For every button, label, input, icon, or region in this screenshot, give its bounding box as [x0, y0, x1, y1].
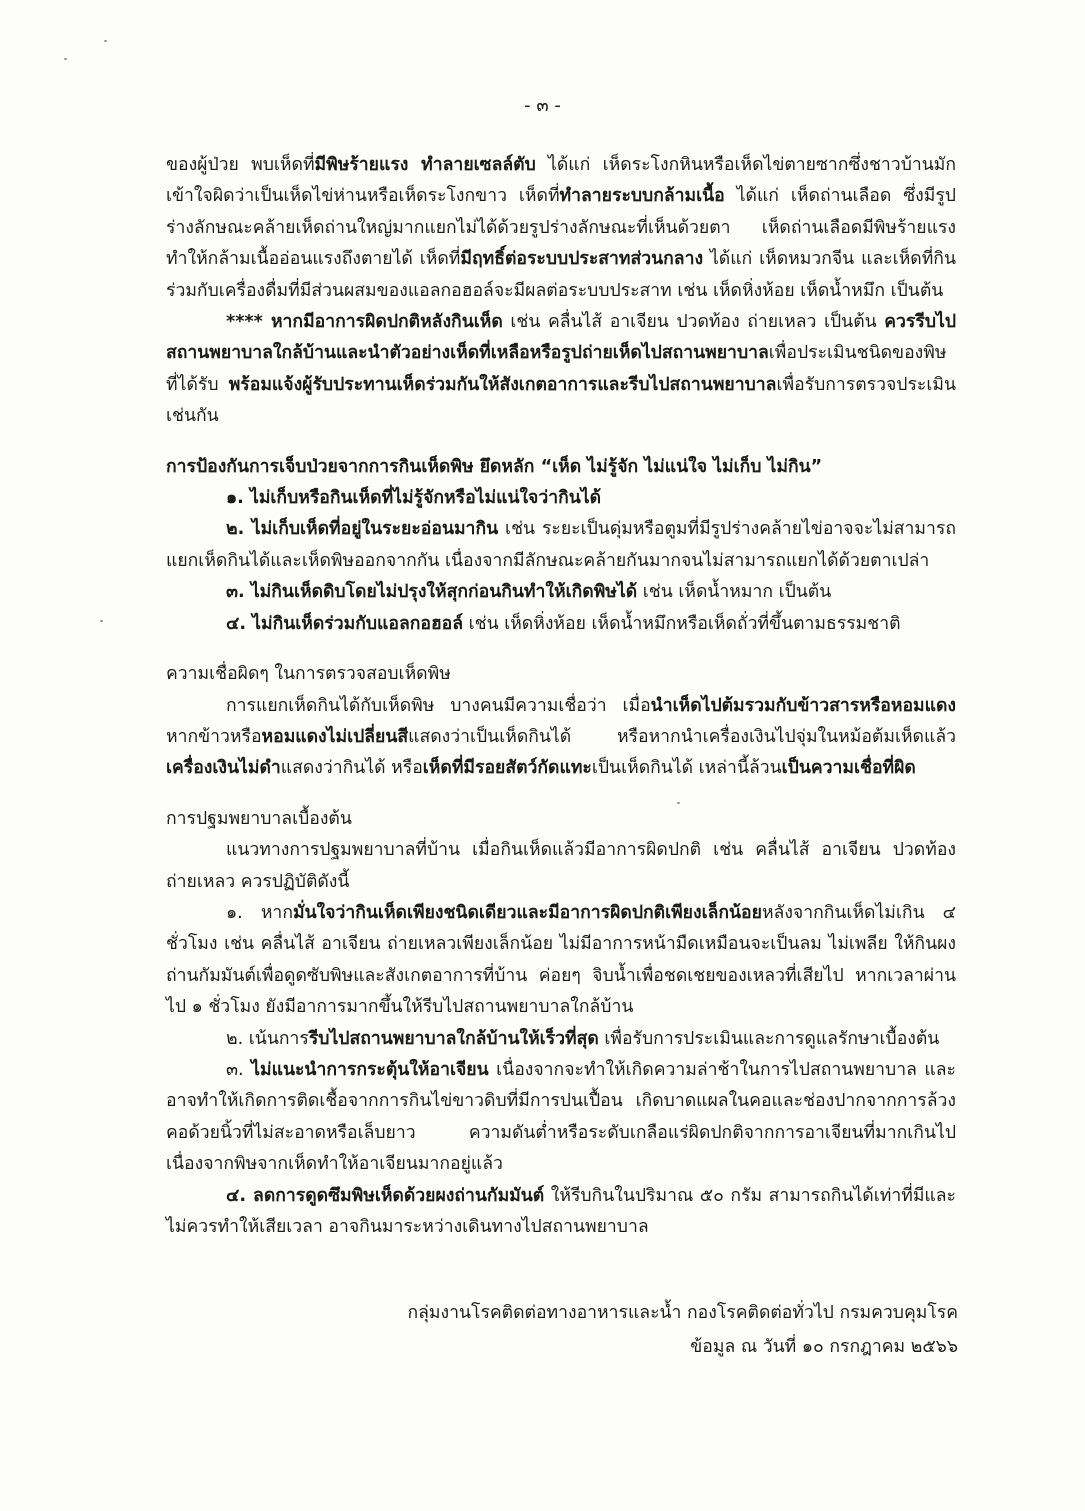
scan-speck	[104, 40, 107, 42]
scan-speck	[100, 620, 103, 622]
prevention-heading: การป้องกันการเจ็บป่วยจากการกินเห็ดพิษ ยึดหลัก “เห็ด ไม่รู้จัก ไม่แน่ใจ ไม่เก็บ ไม่กิน”	[166, 456, 823, 477]
intro-paragraph: ของผู้ป่วย พบเห็ดที่มีพิษร้ายแรง ทำลายเซลล์ตับ ได้แก่ เห็ดระโงกหินหรือเห็ดไข่ตายซากซึ่งชาวบ้านมักเข้าใจผิดว่าเป็นเห็ดไข่ห่านหรือเห็ดระโงกขาว เห็ดที่ทำลายระบบกล้ามเนื้อ ได้แก่ เห็ดถ่านเลือด ซึ่งมีรูปร่างลักษณะคล้ายเห็ดถ่านใหญ่มากแยกไม่ได้ด้วยรูปร่างลักษณะที่เห็นด้วยตา เห็ดถ่านเลือดมีพิษร้ายแรงทำให้กล้ามเนื้ออ่อนแรงถึงตายได้ เห็ดที่มีฤทธิ์ต่อระบบประสาทส่วนกลาง ได้แก่ เห็ดหมวกจีน และเห็ดที่กินร่วมกับเครื่องดื่มที่มีส่วนผสมของแอลกอฮอล์จะมีผลต่อระบบประสาท เช่น เห็ดหิ่งห้อย เห็ดน้ำหมึก เป็นต้น	[166, 155, 957, 301]
footer-date: ข้อมูล ณ วันที่ ๑๐ กรกฎาคม ๒๕๖๖	[690, 1337, 958, 1357]
page-number: - ๓ -	[524, 95, 561, 116]
prevention-item: ๑. ไม่เก็บหรือกินเห็ดที่ไม่รู้จักหรือไม่แน่ใจว่ากินได้	[226, 488, 602, 509]
prevention-item: ๒. ไม่เก็บเห็ดที่อยู่ในระยะอ่อนมากิน เช่น ระยะเป็นดุ่มหรือตูมที่มีรูปร่างคล้ายไข่อาจจะไม่สามารถแยกเห็ดกินได้และเห็ดพิษออกจากกัน เนื่องจากมีลักษณะคล้ายกันมากจนไม่สามารถแยกได้ด้วยตาเปล่า	[166, 519, 956, 571]
scan-speck	[64, 58, 67, 60]
first-aid-item: ๑. หากมั่นใจว่ากินเห็ดเพียงชนิดเดียวและมีอาการผิดปกติเพียงเล็กน้อยหลังจากกินเห็ดไม่เกิน ๔ ชั่วโมง เช่น คลื่นไส้ อาเจียน ถ่ายเหลวเพียงเล็กน้อย ไม่มีอาการหน้ามืดเหมือนจะเป็นลม ไม่เพลีย ให้กินผงถ่านกัมมันต์เพื่อดูดซับพิษและสังเกตอาการที่บ้าน ค่อยๆ จิบน้ำเพื่อชดเชยของเหลวที่เสียไป หากเวลาผ่านไป ๑ ชั่วโมง ยังมีอาการมากขึ้นให้รีบไปสถานพยาบาลใกล้บ้าน	[166, 902, 956, 1018]
warning-paragraph: **** หากมีอาการผิดปกติหลังกินเห็ด เช่น คลื่นไส้ อาเจียน ปวดท้อง ถ่ายเหลว เป็นต้น ควรรีบไปสถานพยาบาลใกล้บ้านและนำตัวอย่างเห็ดที่เหลือหรือรูปถ่ายเห็ดไปสถานพยาบาลเพื่อประเมินชนิดของพิษที่ได้รับ พร้อมแจ้งผู้รับประทานเห็ดร่วมกันให้สังเกตอาการและรีบไปสถานพยาบาลเพื่อรับการตรวจประเมินเช่นกัน	[166, 312, 956, 427]
first-aid-intro: แนวทางการปฐมพยาบาลที่บ้าน เมื่อกินเห็ดแล้วมีอาการผิดปกติ เช่น คลื่นไส้ อาเจียน ปวดท้อง ถ่ายเหลว ควรปฏิบัติดังนี้	[166, 840, 956, 892]
misbelief-paragraph: การแยกเห็ดกินได้กับเห็ดพิษ บางคนมีความเชื่อว่า เมื่อนำเห็ดไปต้มรวมกับข้าวสารหรือหอมแดง หากข้าวหรือหอมแดงไม่เปลี่ยนสีแสดงว่าเป็นเห็ดกินได้ หรือหากนำเครื่องเงินไปจุ่มในหม้อต้มเห็ดแล้ว เครื่องเงินไม่ดำแสดงว่ากินได้ หรือเห็ดที่มีรอยสัตว์กัดแทะเป็นเห็ดกินได้ เหล่านี้ล้วนเป็นความเชื่อที่ผิด	[166, 695, 956, 779]
first-aid-heading: การปฐมพยาบาลเบื้องต้น	[166, 808, 352, 829]
footer	[407, 1296, 958, 1364]
document-body	[166, 150, 956, 1243]
misbelief-heading: ความเชื่อผิดๆ ในการตรวจสอบเห็ดพิษ	[166, 664, 451, 685]
prevention-item: ๓. ไม่กินเห็ดดิบโดยไม่ปรุงให้สุกก่อนกินทำให้เกิดพิษได้ เช่น เห็ดน้ำหมาก เป็นต้น	[226, 582, 832, 603]
footer-organization: กลุ่มงานโรคติดต่อทางอาหารและน้ำ กองโรคติดต่อทั่วไป กรมควบคุมโรค	[407, 1303, 958, 1323]
prevention-item: ๔. ไม่กินเห็ดร่วมกับแอลกอฮอล์ เช่น เห็ดหิ่งห้อย เห็ดน้ำหมึกหรือเห็ดถั่วที่ขึ้นตามธรรมชาติ	[226, 613, 901, 634]
first-aid-item: ๔. ลดการดูดซึมพิษเห็ดด้วยผงถ่านกัมมันต์ ให้รีบกินในปริมาณ ๕๐ กรัม สามารถกินได้เท่าที่มีและไม่ควรทำให้เสียเวลา อาจกินมาระหว่างเดินทางไปสถานพยาบาล	[166, 1185, 956, 1237]
first-aid-item: ๒. เน้นการรีบไปสถานพยาบาลใกล้บ้านให้เร็วที่สุด เพื่อรับการประเมินและการดูแลรักษาเบื้องต้น	[226, 1028, 940, 1049]
first-aid-item: ๓. ไม่แนะนำการกระตุ้นให้อาเจียน เนื่องจากจะทำให้เกิดความล่าช้าในการไปสถานพยาบาล และอาจทำให้เกิดการติดเชื้อจากการกินไข่ขาวดิบที่มีการปนเปื้อน เกิดบาดแผลในคอและช่องปากจากการล้วงคอด้วยนิ้วที่ไม่สะอาดหรือเล็บยาว ความดันต่ำหรือระดับเกลือแร่ผิดปกติจากการอาเจียนที่มากเกินไปเนื่องจากพิษจากเห็ดทำให้อาเจียนมากอยู่แล้ว	[166, 1059, 956, 1175]
